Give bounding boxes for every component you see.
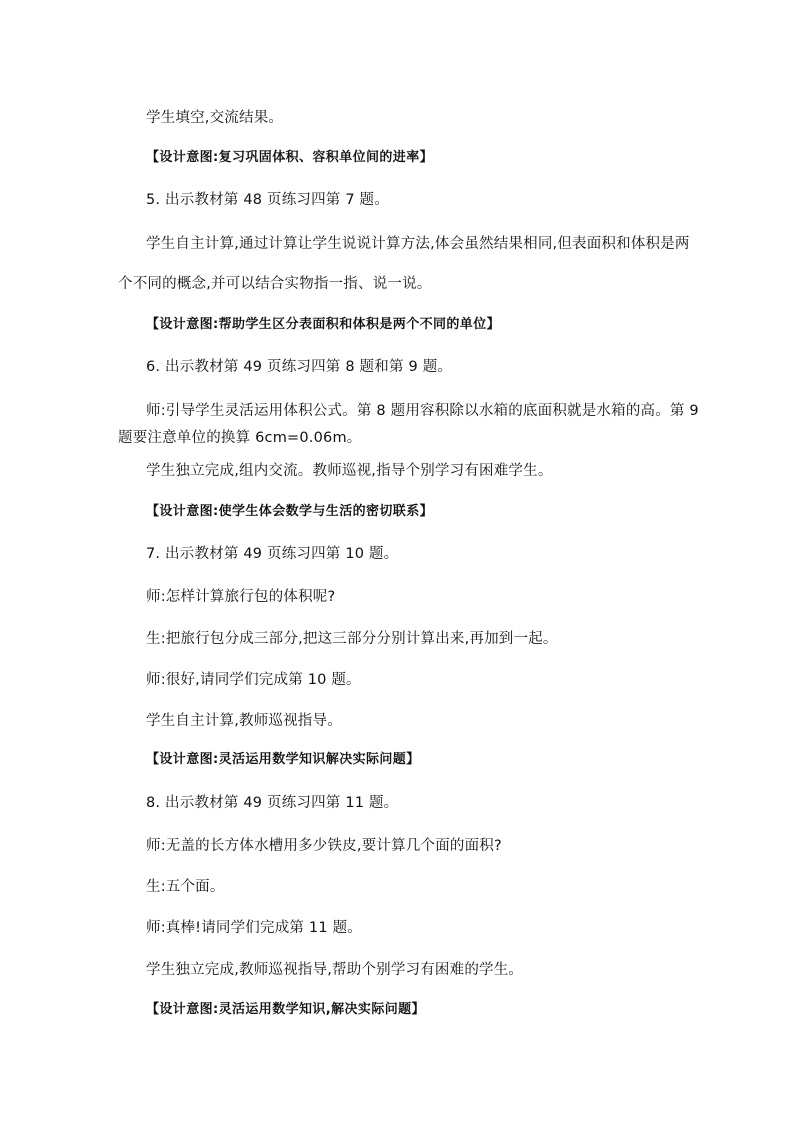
design-intent-note: 【设计意图:灵活运用数学知识,解决实际问题】: [146, 1002, 425, 1017]
dialogue-line: 师:很好,请同学们完成第 10 题。: [146, 672, 361, 688]
exercise-heading: 8. 出示教材第 49 页练习四第 11 题。: [146, 795, 399, 811]
design-intent-note: 【设计意图:灵活运用数学知识解决实际问题】: [146, 752, 420, 767]
dialogue-line: 师:怎样计算旅行包的体积呢?: [146, 589, 336, 605]
paragraph-continuation: 个不同的概念,并可以结合实物指一指、说一说。: [118, 276, 432, 292]
dialogue-line: 生:五个面。: [146, 879, 225, 895]
dialogue-line: 生:把旅行包分成三部分,把这三部分分别计算出来,再加到一起。: [146, 631, 558, 647]
paragraph: 师:引导学生灵活运用体积公式。第 8 题用容积除以水箱的底面积就是水箱的高。第 9: [146, 403, 699, 419]
dialogue-line: 师:真棒!请同学们完成第 11 题。: [146, 920, 362, 936]
design-intent-note: 【设计意图:复习巩固体积、容积单位间的进率】: [146, 150, 433, 165]
paragraph: 学生自主计算,教师巡视指导。: [146, 713, 342, 729]
exercise-heading: 6. 出示教材第 49 页练习四第 8 题和第 9 题。: [146, 359, 453, 375]
paragraph: 学生自主计算,通过计算让学生说说计算方法,体会虽然结果相同,但表面积和体积是两: [146, 236, 690, 252]
exercise-heading: 5. 出示教材第 48 页练习四第 7 题。: [146, 192, 389, 208]
paragraph: 学生填空,交流结果。: [146, 110, 284, 126]
dialogue-line: 师:无盖的长方体水槽用多少铁皮,要计算几个面的面积?: [146, 838, 502, 854]
design-intent-note: 【设计意图:帮助学生区分表面积和体积是两个不同的单位】: [146, 317, 500, 332]
paragraph: 学生独立完成,教师巡视指导,帮助个别学习有困难的学生。: [146, 962, 524, 978]
paragraph-continuation: 题要注意单位的换算 6cm=0.06m。: [118, 430, 362, 446]
exercise-heading: 7. 出示教材第 49 页练习四第 10 题。: [146, 546, 399, 562]
paragraph: 学生独立完成,组内交流。教师巡视,指导个别学习有困难学生。: [146, 463, 553, 479]
design-intent-note: 【设计意图:使学生体会数学与生活的密切联系】: [146, 504, 433, 519]
